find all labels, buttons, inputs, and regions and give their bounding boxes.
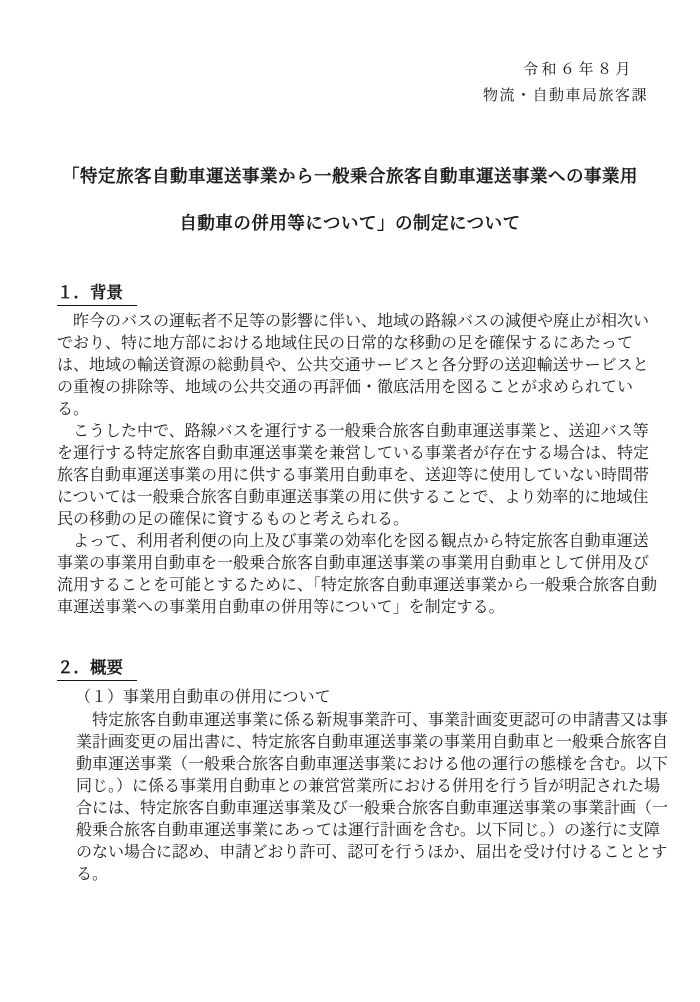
doc-title-line2: 自動車の併用等について」の制定について — [179, 213, 521, 233]
background-paragraph-2: こうした中で、路線バスを運行する一般乗合旅客自動車運送事業と、送迎バス等を運行する特定旅客自動車運送事業を兼営している事業者が存在する場合は、特定旅客自動車運送事業の用に供する事業用自動車を、送迎等に使用していない時間帯については一般乗合旅客自動車運送事業の用に供することで、より効率的に地域住民の移動の足の確保に資するものと考えられる。 — [57, 423, 650, 528]
section-2-item-1-heading: （１）事業用自動車の併用について — [75, 689, 331, 706]
doc-title — [0, 153, 700, 247]
section-overview — [57, 658, 672, 886]
overview-paragraph-1: 特定旅客自動車運送事業に係る新規事業許可、事業計画変更認可の申請書又は事業計画変更の届出書に、特定旅客自動車運送事業の事業用自動車と一般乗合旅客自動車運送事業（一般乗合旅客自動車運送事業における他の運行の態様を含む。以下同じ。）に係る事業用自動車との兼営営業所における併用を行う旨が明記された場合には、特定旅客自動車運送事業及び一般乗合旅客自動車運送事業の事業計画（一般乗合旅客自動車運送事業にあっては運行計画を含む。以下同じ。）の遂行に支障のない場合に認め、申請どおり許可、認可を行うほか、届出を受け付けることとする。 — [76, 712, 669, 883]
doc-department: 物流・自動車局旅客課 — [482, 87, 648, 104]
section-background — [57, 283, 672, 619]
doc-title-line1: 「特定旅客自動車運送事業から一般乗合旅客自動車運送事業への事業用 — [62, 166, 638, 186]
section-1-heading: １．背景 — [57, 283, 137, 306]
background-paragraph-3: よって、利用者利便の向上及び事業の効率化を図る観点から特定旅客自動車運送事業の事業用自動車を一般乗合旅客自動車運送事業の事業用自動車として併用及び流用することを可能とするために、「特定旅客自動車運送事業から一般乗合旅客自動車運送事業への事業用自動車の併用等について」を制定する。 — [57, 533, 658, 616]
background-paragraph-1: 昨今のバスの運転者不足等の影響に伴い、地域の路線バスの減便や廃止が相次いでおり、特に地方部における地域住民の日常的な移動の足を確保するにあたっては、地域の輸送資源の総動員や、公共交通サービスと各分野の送迎輸送サービスとの重複の排除等、地域の公共交通の再評価・徹底活用を図ることが求められている。 — [57, 313, 650, 418]
header-meta — [483, 57, 648, 109]
section-2-heading: ２．概要 — [57, 658, 137, 681]
doc-date: 令和６年８月 — [522, 61, 634, 78]
